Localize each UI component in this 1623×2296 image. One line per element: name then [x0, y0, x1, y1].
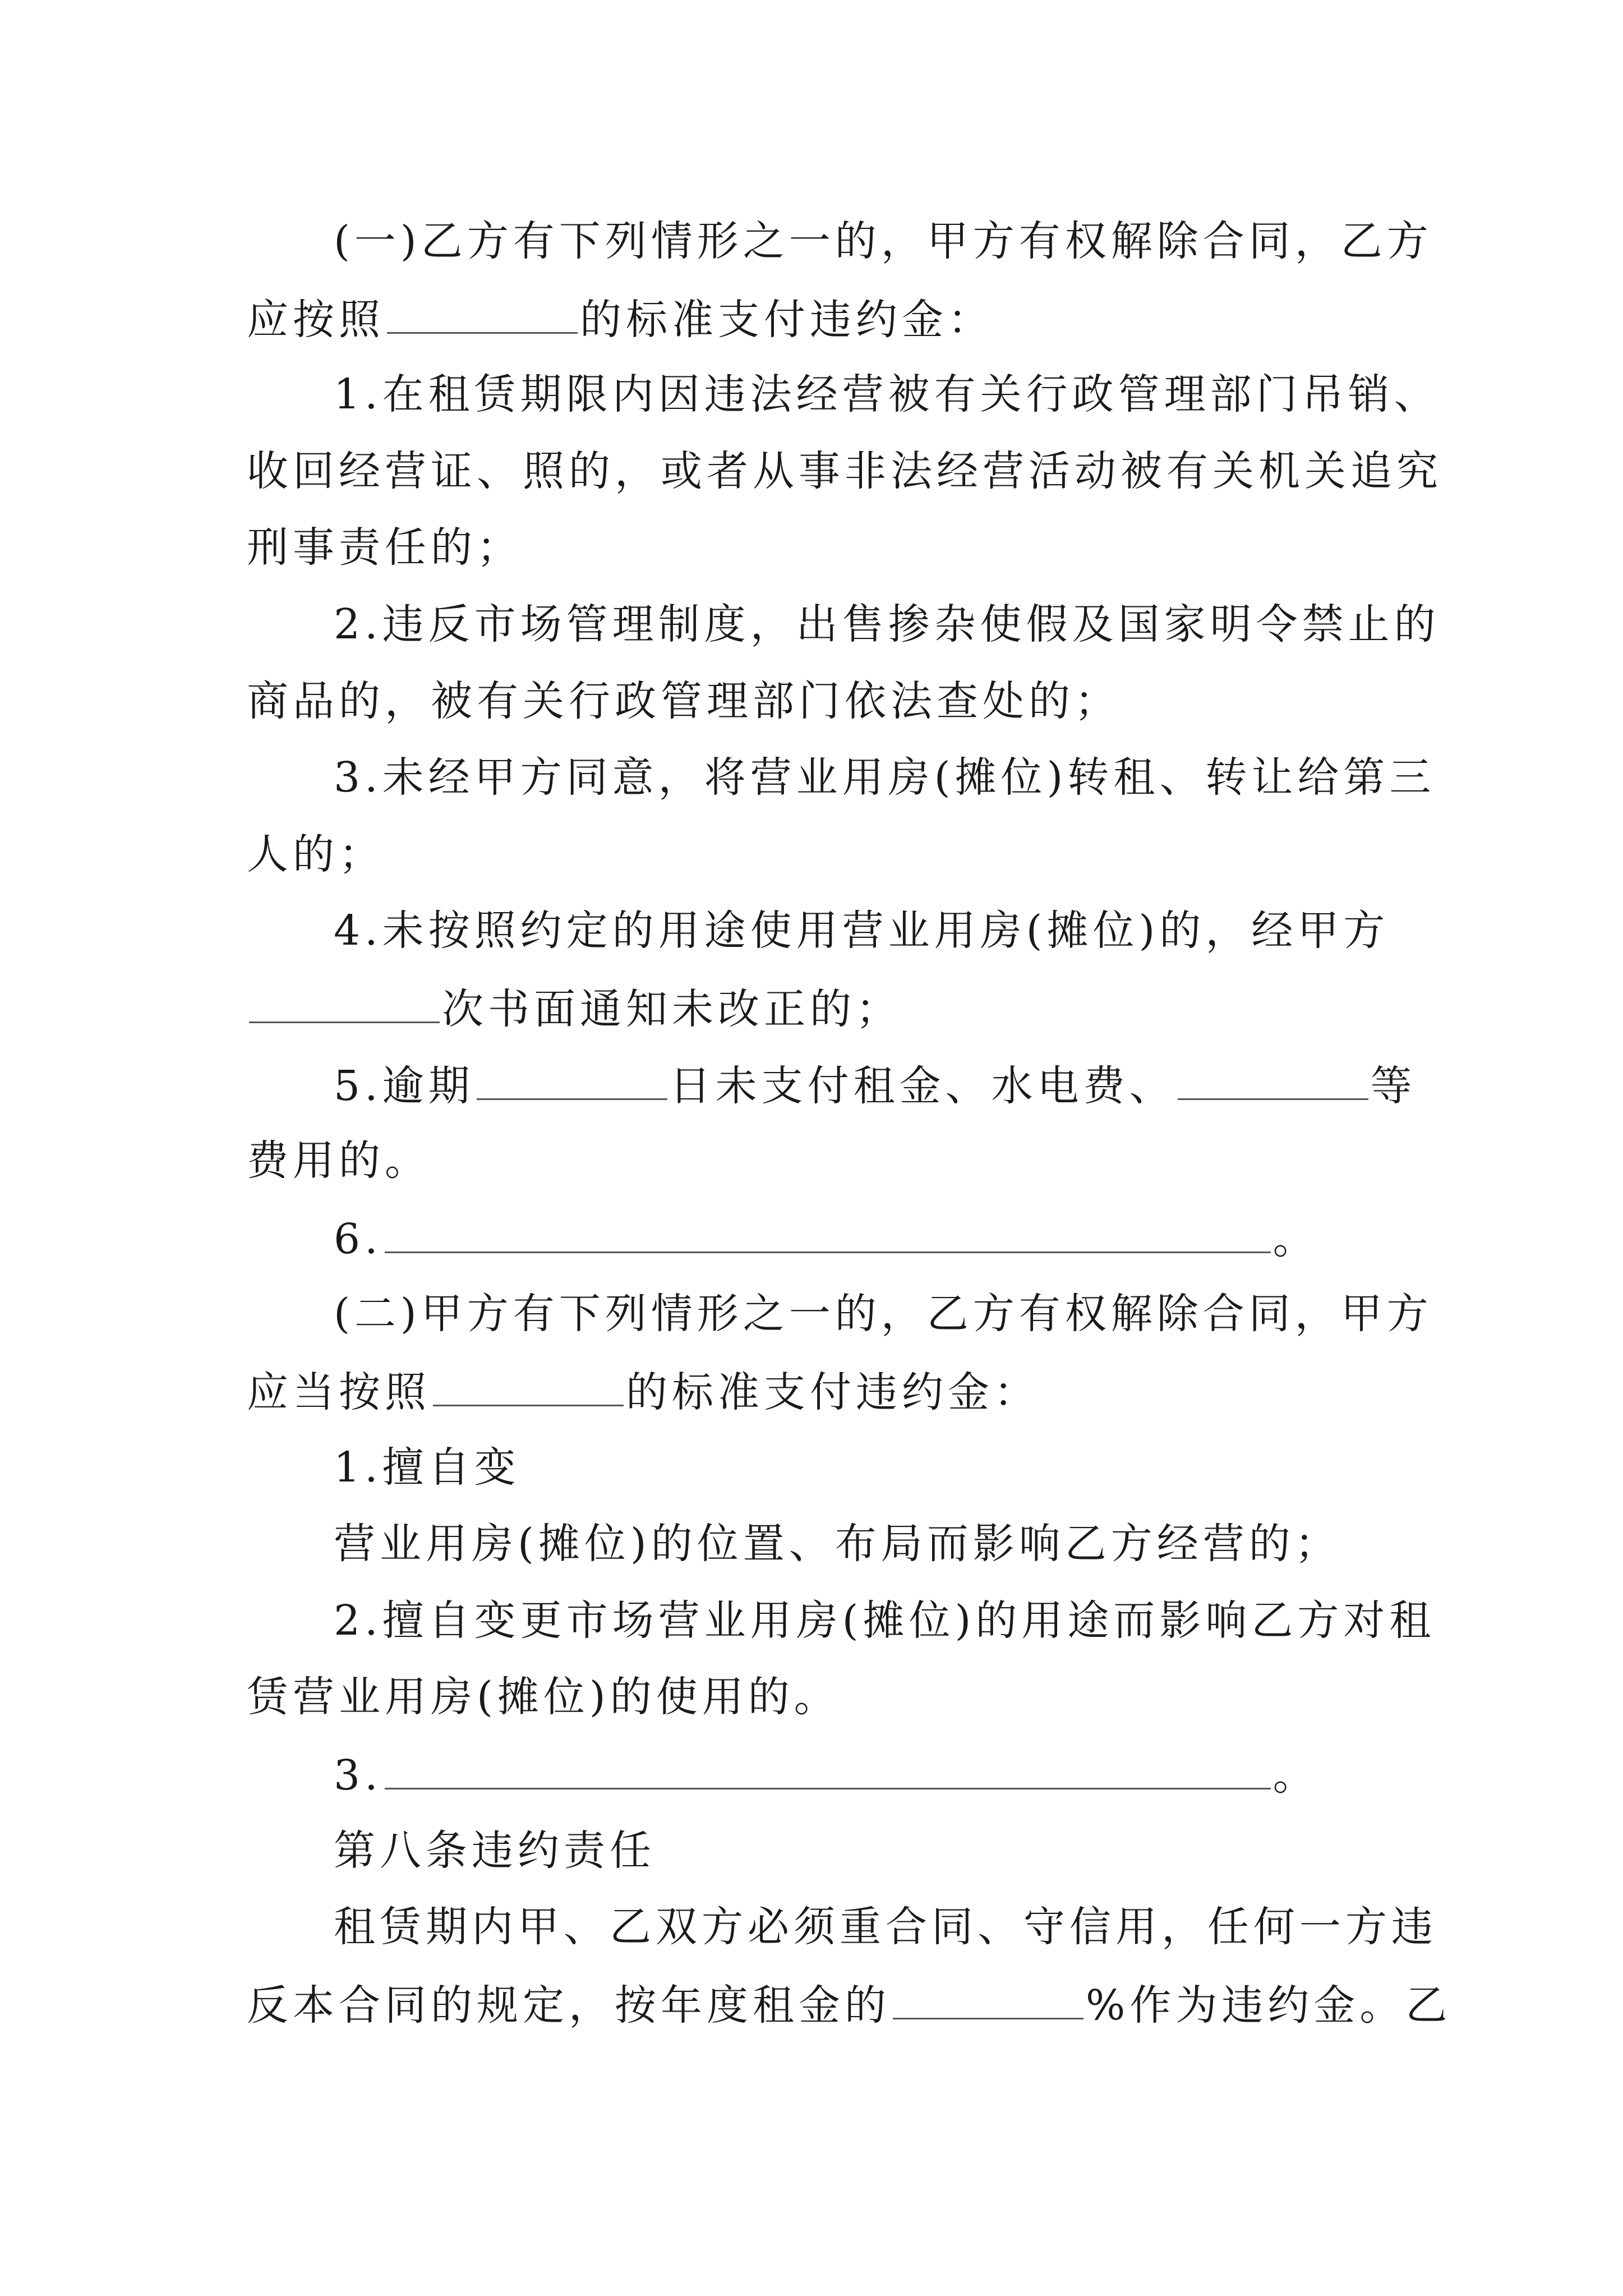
line-text: 人的；: [247, 830, 385, 878]
document-line: [334, 1212, 1319, 1263]
fill-in-blank: [387, 293, 578, 334]
line-text: 3.未经甲方同意，将营业用房(摊位)转租、转让给第三: [334, 753, 1436, 802]
line-text: 日未支付租金、水电费、: [669, 1062, 1175, 1110]
line-text: 的标准支付违约金：: [626, 1368, 1040, 1416]
document-line: [334, 599, 1440, 650]
fill-in-blank: [385, 1749, 1271, 1789]
line-text: 4.未按照约定的用途使用营业用房(摊位)的，经甲方: [334, 907, 1390, 955]
document-line: [247, 293, 994, 343]
document-line: [334, 1442, 520, 1493]
line-text: 3.: [334, 1751, 382, 1800]
document-line: [247, 522, 523, 573]
document-line: [334, 216, 1433, 266]
line-text: 2.擅自变更市场营业用房(摊位)的用途而影响乙方对租: [334, 1596, 1436, 1645]
document-line: [334, 1902, 1437, 1952]
line-text: 2.违反市场管理制度，出售掺杂使假及国家明令禁止的: [334, 600, 1440, 648]
document-line: [334, 1825, 656, 1876]
line-text: 等: [1370, 1062, 1417, 1110]
document-line: [247, 1365, 1040, 1416]
line-text: 1.在租赁期限内因违法经营被有关行政管理部门吊销、: [334, 370, 1440, 418]
document-line: [334, 369, 1440, 420]
line-text: 刑事责任的；: [247, 523, 523, 572]
line-text: 费用的。: [247, 1137, 431, 1185]
document-line: [334, 752, 1435, 803]
document-line: [334, 1289, 1433, 1339]
fill-in-blank: [477, 1059, 667, 1100]
document-line: [334, 905, 1389, 956]
fill-in-blank: [433, 1365, 624, 1406]
line-text: 的标准支付违约金：: [580, 296, 994, 344]
line-text: 反本合同的规定，按年度租金的: [247, 1981, 891, 2030]
document-line: [247, 1672, 840, 1722]
document-line: [334, 1519, 1341, 1569]
fill-in-blank: [385, 1212, 1271, 1253]
line-text: 。: [1272, 1751, 1319, 1800]
line-text: 商品的，被有关行政管理部门依法查处的；: [247, 677, 1121, 725]
document-line: [247, 446, 1442, 496]
line-text: 。: [1272, 1215, 1319, 1263]
document-line: [247, 1135, 431, 1186]
line-text: 收回经营证、照的，或者从事非法经营活动被有关机关追究: [247, 447, 1442, 495]
document-line: [247, 982, 902, 1033]
document-line: [334, 1595, 1435, 1646]
document-line: [334, 1059, 1417, 1110]
fill-in-blank: [249, 982, 440, 1023]
line-text: 租赁期内甲、乙双方必须重合同、守信用，任何一方违: [334, 1903, 1437, 1951]
line-text: 营业用房(摊位)的位置、布局而影响乙方经营的；: [334, 1520, 1341, 1568]
line-text: (二)甲方有下列情形之一的，乙方有权解除合同，甲方: [334, 1290, 1433, 1338]
document-line: [334, 1749, 1319, 1799]
document-line: [247, 1978, 1451, 2029]
line-text: 5.逾期: [334, 1062, 474, 1110]
line-text: %作为违约金。乙: [1086, 1981, 1452, 2030]
line-text: 应当按照: [247, 1368, 431, 1416]
line-text: 6.: [334, 1215, 382, 1263]
document-line: [247, 676, 1121, 726]
line-text: 次书面通知未改正的；: [442, 985, 902, 1033]
line-text: 第八条违约责任: [334, 1826, 656, 1875]
line-text: 1.擅自变: [334, 1443, 520, 1492]
fill-in-blank: [1178, 1059, 1368, 1100]
line-text: (一)乙方有下列情形之一的，甲方有权解除合同，乙方: [334, 217, 1433, 265]
line-text: 赁营业用房(摊位)的使用的。: [247, 1673, 840, 1721]
document-line: [247, 829, 385, 880]
line-text: 应按照: [247, 296, 385, 344]
fill-in-blank: [893, 1978, 1083, 2019]
